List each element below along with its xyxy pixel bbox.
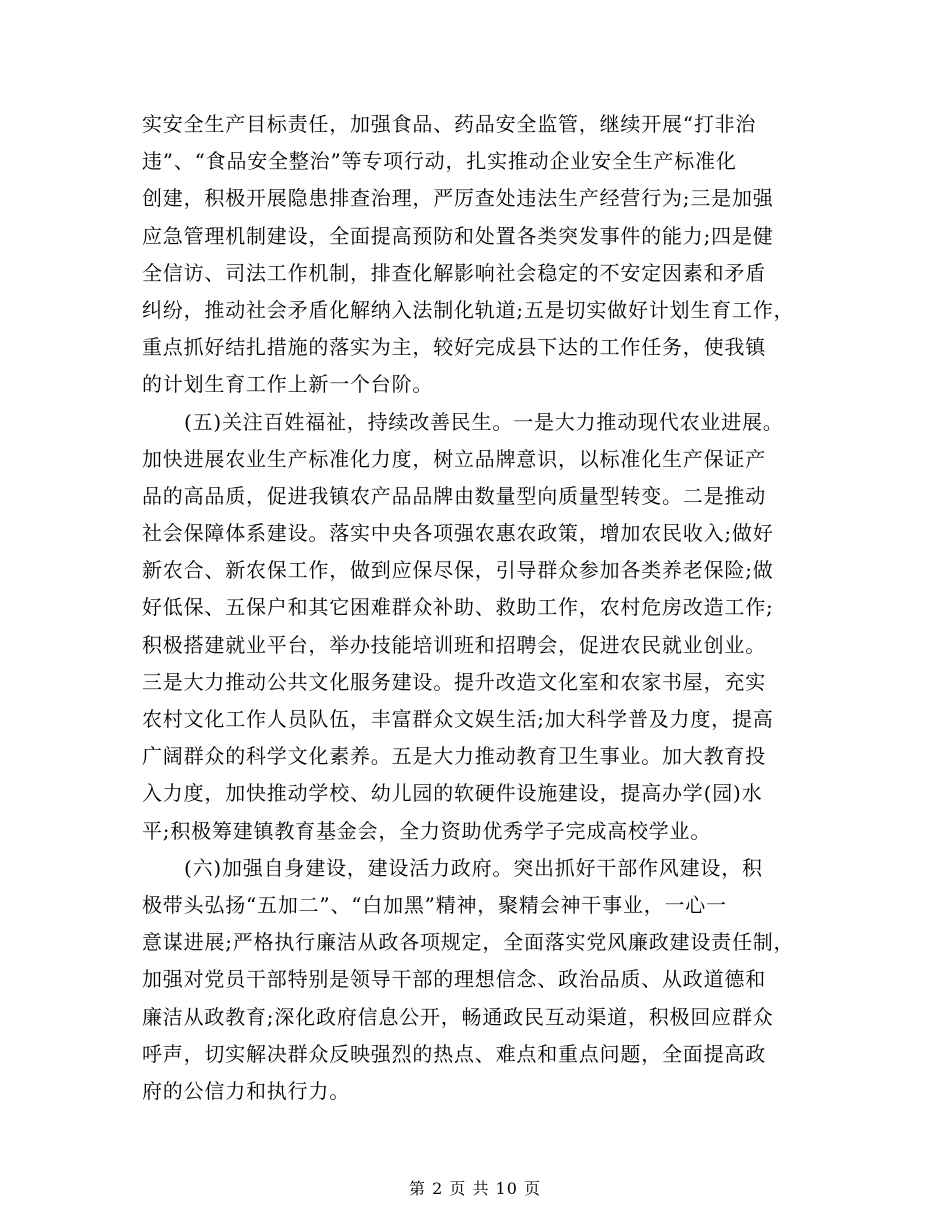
- text-line: 广阔群众的科学文化素养。五是大力推动教育卫生事业。加大教育投: [142, 744, 766, 769]
- text-line: 社会保障体系建设。落实中央各项强农惠农政策，增加农民收入;做好: [142, 521, 774, 546]
- paragraph-start-line: (五)关注百姓福祉，持续改善民生。一是大力推动现代农业进展。: [184, 409, 784, 434]
- text-line: 廉洁从政教育;深化政府信息公开，畅通政民互动渠道，积极回应群众: [142, 1004, 774, 1029]
- document-body: [142, 106, 832, 1110]
- text-line: 积极搭建就业平台，举办技能培训班和招聘会，促进农民就业创业。: [142, 632, 766, 657]
- text-line: 极带头弘扬“五加二”、“白加黑”精神，聚精会神干事业，一心一: [142, 892, 727, 917]
- text-line: 加快进展农业生产标准化力度，树立品牌意识，以标准化生产保证产: [142, 446, 766, 471]
- text-line: 创建，积极开展隐患排查治理，严厉查处违法生产经营行为;三是加强: [142, 186, 774, 211]
- text-line: 新农合、新农保工作，做到应保尽保，引导群众参加各类养老保险;做: [142, 558, 774, 583]
- text-line: 平;积极筹建镇教育基金会，全力资助优秀学子完成高校学业。: [142, 818, 712, 843]
- text-line: 的计划生育工作上新一个台阶。: [142, 372, 434, 397]
- text-line: 实安全生产目标责任，加强食品、药品安全监管，继续开展“打非治: [142, 112, 757, 136]
- text-line: 全信访、司法工作机制，排查化解影响社会稳定的不安定因素和矛盾: [142, 260, 766, 285]
- text-line: 应急管理机制建设，全面提高预防和处置各类突发事件的能力;四是健: [142, 223, 774, 248]
- text-line: 品的高品质，促进我镇农产品品牌由数量型向质量型转变。二是推动: [142, 483, 766, 508]
- text-line: 意谋进展;严格执行廉洁从政各项规定，全面落实党风廉政建设责任制，: [142, 930, 795, 955]
- paragraph-start-line: (六)加强自身建设，建设活力政府。突出抓好干部作风建设，积: [184, 855, 763, 880]
- text-line: 农村文化工作人员队伍，丰富群众文娱生活;加大科学普及力度，提高: [142, 707, 774, 731]
- text-line: 加强对党员干部特别是领导干部的理想信念、政治品质、从政道德和: [142, 967, 766, 992]
- text-line: 府的公信力和执行力。: [142, 1078, 350, 1103]
- text-line: 入力度，加快推动学校、幼儿园的软硬件设施建设，提高办学(园)水: [142, 781, 763, 806]
- text-line: 呼声，切实解决群众反映强烈的热点、难点和重点问题，全面提高政: [142, 1041, 766, 1066]
- text-line: 三是大力推动公共文化服务建设。提升改造文化室和农家书屋，充实: [142, 669, 766, 694]
- text-line: 违”、“食品安全整治”等专项行动，扎实推动企业安全生产标准化: [142, 149, 737, 174]
- text-line: 纠纷，推动社会矛盾化解纳入法制化轨道;五是切实做好计划生育工作，: [142, 297, 795, 322]
- text-line: 重点抓好结扎措施的落实为主，较好完成县下达的工作任务，使我镇: [142, 335, 766, 360]
- text-line: 好低保、五保户和其它困难群众补助、救助工作，农村危房改造工作;: [142, 595, 774, 620]
- page-footer: 第 2 页 共 10 页: [409, 1179, 541, 1198]
